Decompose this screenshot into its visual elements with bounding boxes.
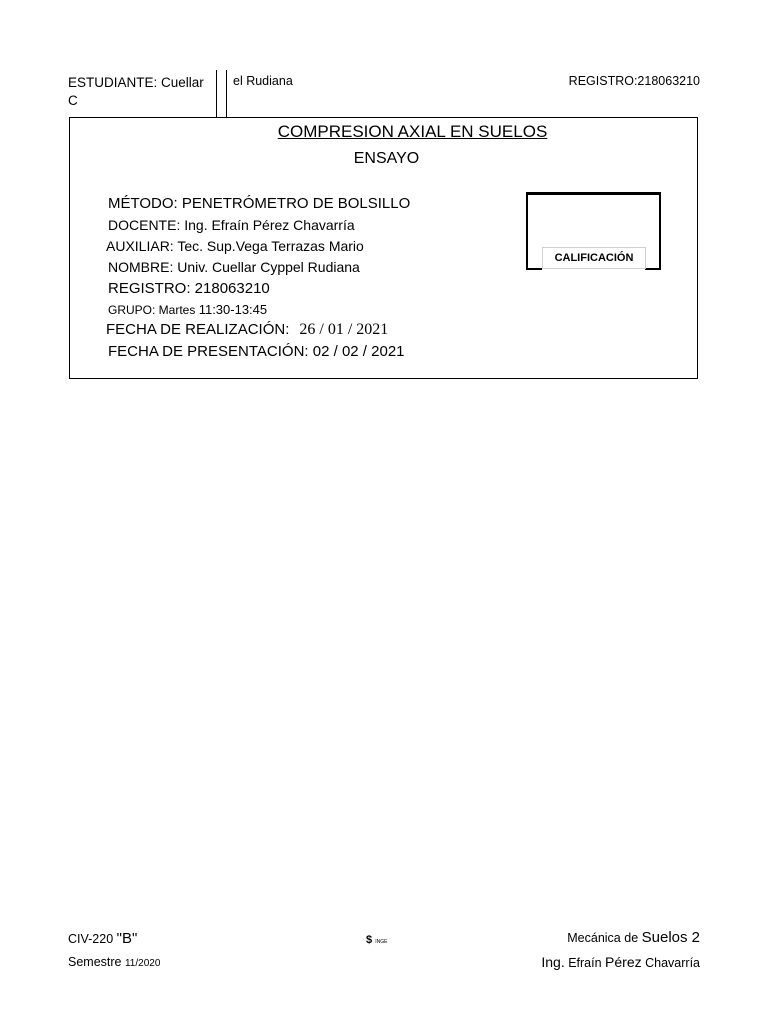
- grupo-label: GRUPO: Martes: [108, 303, 196, 317]
- registro-line: REGISTRO: 218063210: [108, 280, 270, 297]
- fecha-realizacion-label: FECHA DE REALIZACIÓN:: [106, 321, 290, 338]
- header-registro: REGISTRO:218063210: [568, 74, 700, 88]
- report-subtitle-text: ENSAYO: [353, 150, 420, 167]
- footer-semester: [68, 955, 160, 969]
- footer-prof-ing: Ing.: [541, 954, 565, 970]
- grupo-time: 11:30-13:45: [198, 302, 268, 317]
- report-subtitle: [70, 150, 699, 168]
- cover-box: [69, 117, 698, 379]
- footer-course-group: "B": [116, 930, 138, 947]
- footer-logo-symbol: $: [366, 934, 373, 946]
- report-title-text: COMPRESION AXIAL EN SUELOS: [277, 122, 548, 141]
- footer-logo: [366, 934, 387, 946]
- footer-subject: [567, 929, 700, 946]
- footer-prof-chavarria: Chavarría: [645, 956, 700, 970]
- fecha-realizacion-line: [106, 321, 388, 339]
- footer-semester-num: 11/2020: [124, 958, 161, 969]
- calificacion-box-corner-left: [526, 268, 542, 270]
- report-title: [70, 122, 699, 142]
- calificacion-label: CALIFICACIÓN: [542, 247, 646, 269]
- footer-semester-label: Semestre: [68, 955, 122, 969]
- fecha-realizacion-date: 26 / 01 / 2021: [299, 321, 389, 338]
- docente-line: DOCENTE: Ing. Efraín Pérez Chavarría: [108, 217, 355, 233]
- footer-logo-text: INGE: [375, 939, 388, 945]
- grupo-line: [108, 302, 267, 317]
- footer-subject-prefix: Mecánica de: [567, 931, 639, 945]
- header-divider-left: [216, 70, 217, 118]
- header-divider-right: [226, 70, 227, 118]
- nombre-line: NOMBRE: Univ. Cuellar Cyppel Rudiana: [108, 259, 360, 275]
- metodo-line: MÉTODO: PENETRÓMETRO DE BOLSILLO: [108, 195, 411, 212]
- footer-professor: [541, 954, 700, 970]
- fecha-presentacion-line: FECHA DE PRESENTACIÓN: 02 / 02 / 2021: [108, 343, 405, 360]
- footer-course-code: CIV-220: [68, 932, 114, 946]
- footer-subject-main: Suelos 2: [641, 929, 700, 946]
- header-student: ESTUDIANTE: Cuellar C: [68, 75, 204, 108]
- footer-prof-perez: Pérez: [605, 954, 642, 970]
- footer-prof-efrain: Efraín: [568, 956, 602, 970]
- calificacion-box-corner-right: [645, 268, 661, 270]
- header-student-name-tail: el Rudiana: [233, 74, 293, 88]
- auxiliar-line: AUXILIAR: Tec. Sup.Vega Terrazas Mario: [106, 238, 364, 254]
- footer-course: [68, 930, 137, 947]
